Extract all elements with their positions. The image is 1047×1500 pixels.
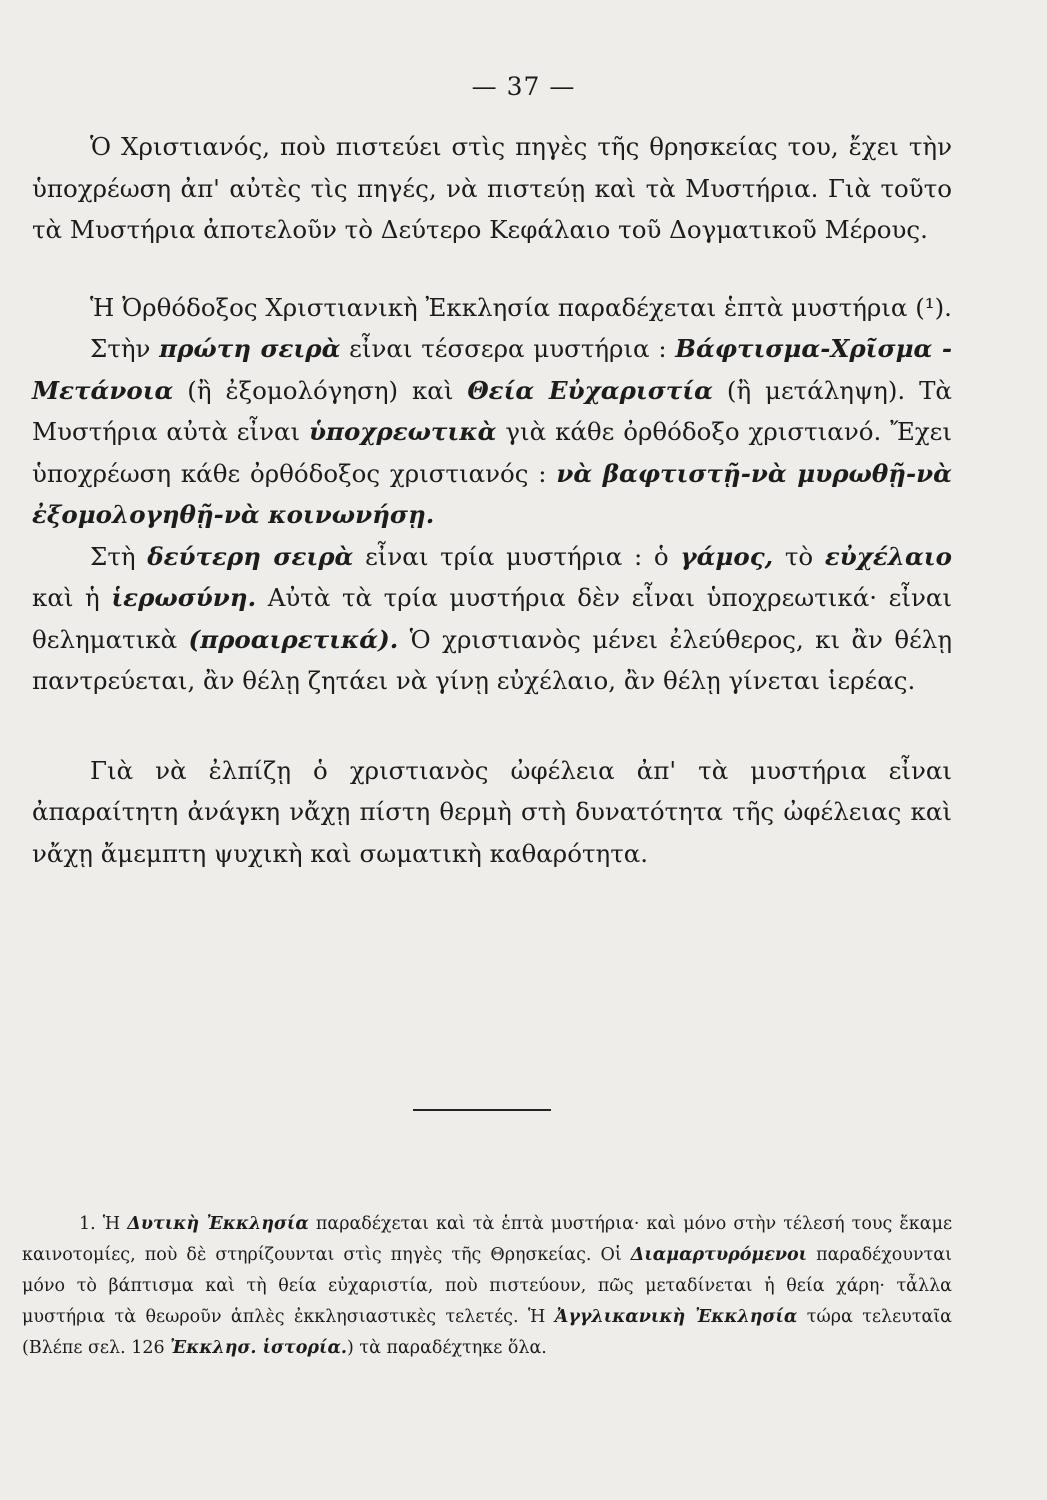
text-span: εἶναι τρία μυστήρια : ὁ: [353, 541, 681, 571]
page-number: — 37 —: [471, 72, 576, 101]
paragraph-seven-sacraments: Ἡ Ὀρθόδοξος Χριστιανικὴ Ἐκκλησία παραδέχεται ἑπτὰ μυστήρια (¹).: [90, 292, 952, 322]
emphasis-protestants: Διαμαρτυρόμενοι: [630, 1245, 808, 1265]
text-span: Στὴν: [90, 334, 160, 363]
text-span: (ἢ ἐξομολόγηση) καὶ: [173, 375, 468, 405]
main-text: [32, 126, 952, 874]
text-span: τώρα τελευταῖα (Βλέπε σελ. 126: [22, 1307, 953, 1358]
text-span: Αὐτὰ τὰ τρία μυστήρια δὲν εἶναι ὑποχρεωτικά· εἶναι θεληματικὰ: [32, 583, 952, 654]
emphasis-optional: (προαιρετικά).: [188, 624, 399, 654]
emphasis-church-history: Ἐκκλησ. ἱστορία.: [170, 1338, 348, 1358]
footnote-separator-rule: [413, 1109, 551, 1111]
text-span: τὸ: [773, 541, 825, 571]
emphasis-priesthood: ἱερωσύνη.: [111, 583, 257, 612]
paragraph-first-series: [32, 328, 952, 536]
emphasis-western-church: Δυτικὴ Ἐκκλησία: [127, 1214, 309, 1234]
text-span: Ὁ χριστιανὸς μένει ἐλεύθερος, κι ἂν θέλῃ παντρεύεται, ἂν θέλῃ ζητάει νὰ γίνῃ εὐχέλαιο, ἂν θέλῃ γίνεται ἱερέας.: [32, 624, 953, 695]
text-span: καὶ ἡ: [32, 583, 112, 612]
text-span: (ἢ μετάληψη). Τὰ Μυστήρια αὐτὰ εἶναι: [32, 375, 952, 446]
paragraph-benefit: Γιὰ νὰ ἐλπίζῃ ὁ χριστιανὸς ὠφέλεια ἀπ' τὰ μυστήρια εἶναι ἀπαραίτητη ἀνάγκη νἄχῃ πίστη θερμὴ στὴ δυνατότητα τῆς ὠφέλειας καὶ νἄχῃ ἄμεμπτη ψυχικὴ καὶ σωματικὴ καθαρότητα.: [32, 755, 952, 868]
emphasis-unction: εὐχέλαιο: [824, 541, 952, 571]
emphasis-obligatory: ὑποχρεωτικὰ: [309, 417, 497, 446]
emphasis-baptism-chrism-penance: Βάφτισμα-Χρῖσμα - Μετάνοια: [32, 334, 953, 405]
footnote-paragraph: [22, 1209, 952, 1364]
footnote: [22, 1209, 952, 1364]
text-span: Στὴ: [90, 541, 148, 571]
emphasis-marriage: γάμος,: [680, 541, 774, 571]
emphasis-obligations: νὰ βαφτιστῇ-νὰ μυρωθῇ-νὰ ἐξομολογηθῇ-νὰ κοινωνήσῃ.: [32, 458, 952, 529]
text-span: παραδέχουνται μόνο τὸ βάπτισμα καὶ τὴ θεία εὐχαριστία, ποὺ πιστεύουν, πῶς μεταδίνεται ἡ θεία χάρη· τἆλλα μυστήρια τὰ θεωροῦν ἁπλὲς ἐκκλησιαστικὲς τελετές. Ἡ: [22, 1245, 952, 1327]
emphasis-first-series: πρώτη σειρὰ: [159, 334, 341, 363]
text-span: παραδέχεται καὶ τὰ ἑπτὰ μυστήρια· καὶ μόνο στὴν τέλεσή τους ἔκαμε καινοτομίες, ποὺ δὲ στηρίζουνται στὶς πηγὲς τῆς Θρησκείας. Οἱ: [22, 1214, 953, 1265]
paragraph-sacraments-intro: Ὁ Χριστιανός, ποὺ πιστεύει στὶς πηγὲς τῆς θρησκείας του, ἔχει τὴν ὑποχρέωση ἀπ' αὐτὲς τὶς πηγές, νὰ πιστεύῃ καὶ τὰ Μυστήρια. Γιὰ τοῦτο τὰ Μυστήρια ἀποτελοῦν τὸ Δεύτερο Κεφάλαιο τοῦ Δογματικοῦ Μέρους.: [32, 132, 952, 244]
emphasis-eucharist: Θεία Εὐχαριστία: [467, 375, 713, 405]
text-span: ) τὰ παραδέχτηκε ὅλα.: [347, 1338, 547, 1358]
emphasis-anglican-church: Ἀγγλικανικὴ Ἐκκλησία: [554, 1307, 798, 1327]
text-span: 1. Ἡ: [79, 1214, 128, 1234]
emphasis-second-series: δεύτερη σειρὰ: [147, 541, 354, 571]
text-span: εἶναι τέσσερα μυστήρια :: [340, 334, 676, 363]
text-span: γιὰ κάθε ὀρθόδοξο χριστιανό. Ἔχει ὑποχρέωση κάθε ὀρθόδοξος χριστιανός :: [32, 417, 952, 488]
paragraph-second-series: [32, 536, 952, 702]
